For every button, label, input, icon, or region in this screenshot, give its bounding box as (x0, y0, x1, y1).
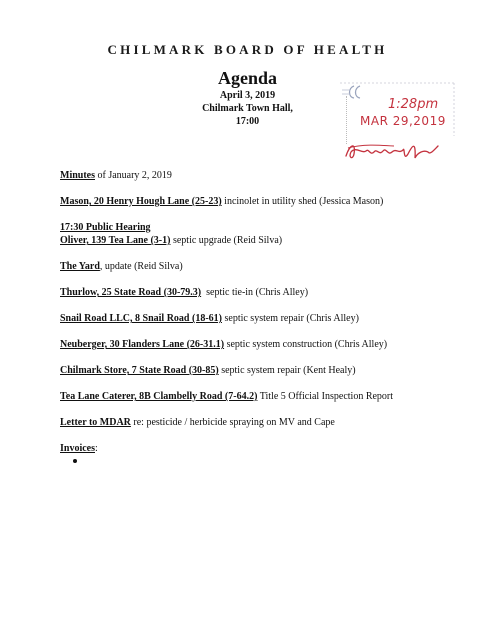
agenda-item-text: septic system repair (Kent Healy) (218, 365, 356, 376)
agenda-item-neuberger (60, 339, 387, 350)
agenda-item-text: septic upgrade (Reid Silva) (170, 235, 283, 246)
bullet-point-icon (73, 459, 77, 463)
agenda-item-title: Invoices (60, 443, 95, 454)
agenda-item-title: Mason, 20 Henry Hough Lane (25-23) (60, 196, 222, 207)
agenda-item-mason (60, 196, 383, 207)
agenda-item-text: septic system repair (Chris Alley) (221, 313, 359, 324)
agenda-item-thurlow (60, 287, 308, 298)
received-date: MAR 29,2019 (360, 114, 446, 128)
agenda-item-title: The Yard (60, 261, 100, 272)
agenda-item-title: Tea Lane Caterer, 8B Clambelly Road (7-64.2) (60, 391, 258, 402)
board-name: CHILMARK BOARD OF HEALTH (107, 42, 388, 57)
agenda-item-title: Neuberger, 30 Flanders Lane (26-31.1) (60, 339, 225, 350)
agenda-item-text: septic tie-in (Chris Alley) (201, 287, 309, 298)
agenda-item-text: incinolet in utility shed (Jessica Mason) (221, 196, 384, 207)
agenda-item-title: Thurlow, 25 State Road (30-79.3) (60, 287, 202, 298)
received-time: 1:28pm (388, 97, 439, 112)
agenda-item-text: , update (Reid Silva) (99, 261, 183, 272)
agenda-item-title: Letter to MDAR (60, 417, 131, 428)
agenda-item-tea-lane-caterer (60, 391, 393, 402)
agenda-item-snail-road (60, 313, 359, 324)
meeting-date: April 3, 2019 (219, 90, 276, 101)
agenda-item-the-yard (60, 261, 183, 272)
meeting-location: Chilmark Town Hall, (202, 103, 293, 114)
page-title: Agenda (217, 68, 277, 88)
agenda-item-letter-mdar (60, 417, 335, 428)
agenda-item-text: septic system construction (Chris Alley) (224, 339, 388, 350)
agenda-item-title: Snail Road LLC, 8 Snail Road (18-61) (60, 313, 222, 324)
agenda-item-minutes (60, 170, 172, 181)
agenda-item-text: re: pesticide / herbicide spraying on MV and Cape (130, 417, 335, 428)
meeting-time: 17:00 (235, 116, 260, 127)
agenda-item-invoices (60, 443, 98, 454)
handwritten-signature (342, 134, 442, 166)
agenda-item-title: 17:30 Public Hearing (60, 222, 151, 233)
agenda-item-title: Chilmark Store, 7 State Road (30-85) (60, 365, 219, 376)
agenda-item-public-hearing (60, 222, 151, 233)
agenda-item-chilmark-store (60, 365, 356, 376)
agenda-item-text: of January 2, 2019 (95, 170, 172, 181)
agenda-item-title: Oliver, 139 Tea Lane (3-1) (60, 235, 171, 246)
agenda-item-text: Title 5 Official Inspection Report (257, 391, 394, 402)
agenda-item-oliver (60, 235, 282, 246)
agenda-item-title: Minutes (60, 170, 95, 181)
agenda-item-text: : (95, 443, 98, 454)
